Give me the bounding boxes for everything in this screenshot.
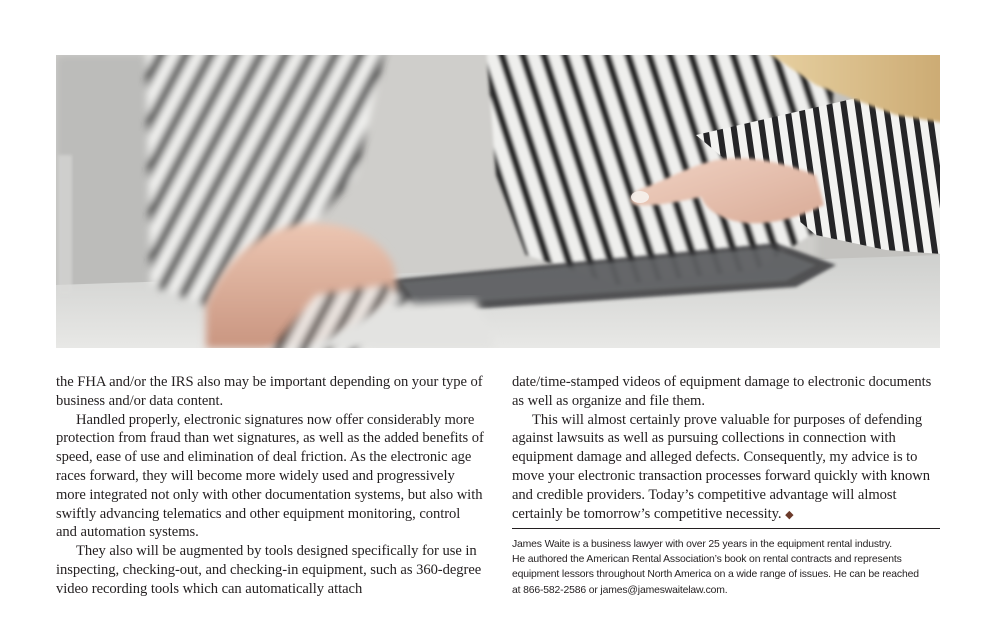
bio-line: James Waite is a business lawyer with over 25 years in the equipment rental industry. xyxy=(512,539,892,550)
bio-divider xyxy=(512,528,940,529)
bio-line: He authored the American Rental Association’s book on rental contracts and represents xyxy=(512,554,902,566)
paragraph: date/time-stamped videos of equipment damage to electronic documents as well as organize and file them. xyxy=(512,374,932,409)
paragraph: the FHA and/or the IRS also may be important depending on your type of business and/or data content. xyxy=(56,374,483,409)
bio-line: at 866-582-2586 or james@jameswaitelaw.com. xyxy=(512,584,728,596)
paragraph xyxy=(512,411,942,525)
photo-icon xyxy=(56,55,940,348)
end-mark-icon: ◆ xyxy=(785,508,794,521)
author-bio xyxy=(512,537,942,598)
bio-line: equipment lessors throughout North America on a wide range of issues. He can be reached xyxy=(512,569,919,581)
paragraph-text: This will almost certainly prove valuable for purposes of defending against lawsuits as well as pursuing collections in connection with equipment damage and alleged defects. Consequently, my advice is to move your electronic transaction processes forward quickly with known and credible providers. Today’s competitive advantage will almost certainly be tomorrow’s competitive necessity. xyxy=(512,411,931,522)
right-column xyxy=(512,373,942,524)
left-column xyxy=(56,373,484,599)
article-photo xyxy=(56,55,940,348)
paragraph: They also will be augmented by tools designed specifically for use in inspecting, checking-out, and checking-in equipment, such as 360-degree video recording tools which can automatically attach xyxy=(56,543,482,597)
paragraph: Handled properly, electronic signatures now offer considerably more protection from fraud than wet signatures, as well as the added benefits of speed, ease of use and elimination of deal friction. As the electronic age races forward, they will become more widely used and progressively more integrated not only with other documentation systems, but also with swiftly advancing telematics and other equipment monitoring, control and automation systems. xyxy=(56,411,484,541)
